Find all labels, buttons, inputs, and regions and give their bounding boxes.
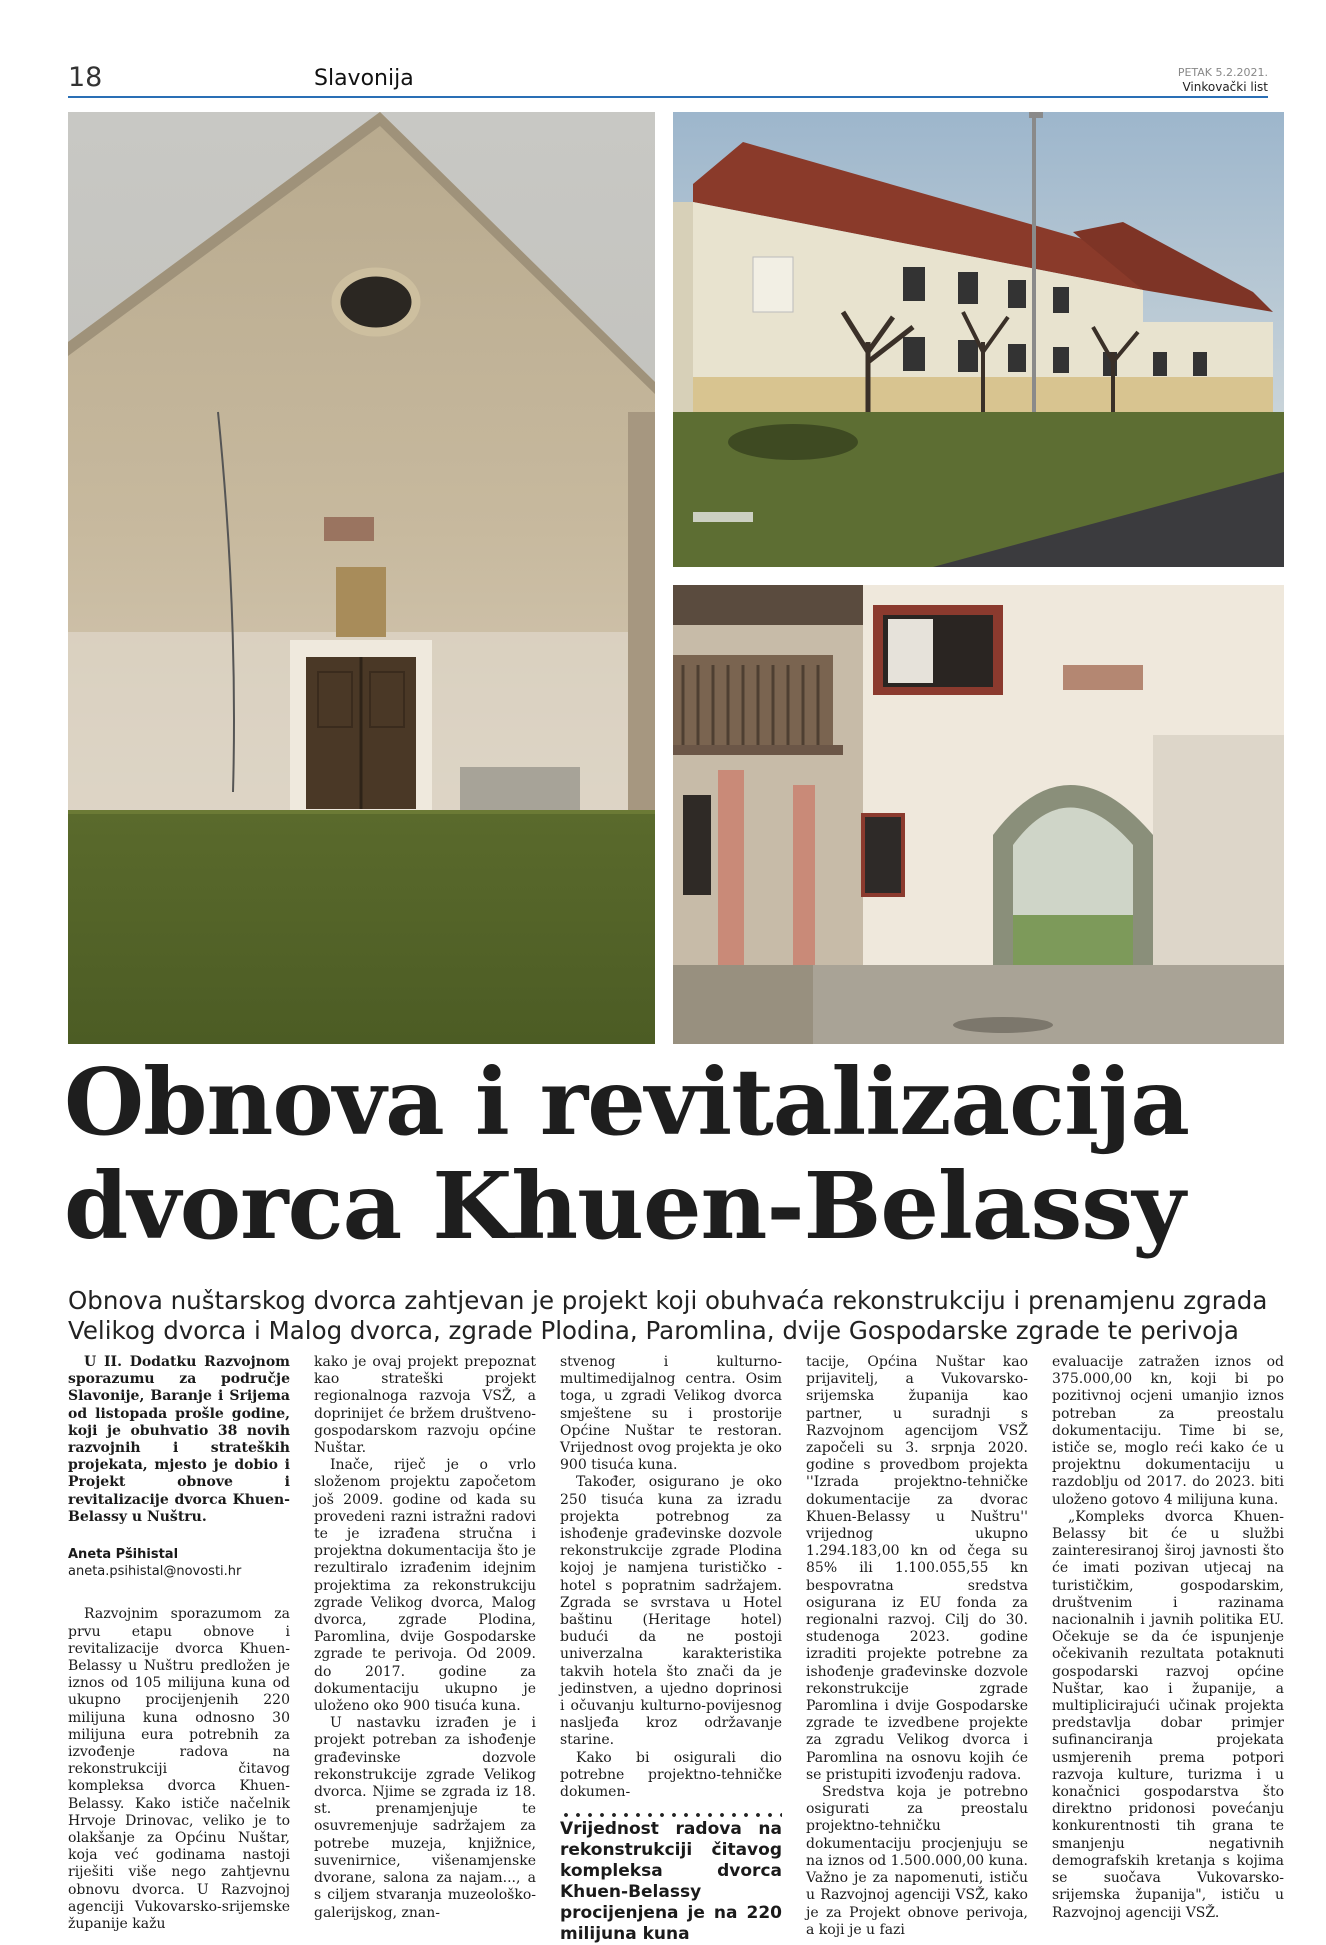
body-paragraph: „Kompleks dvorca Khuen-Belassy bit će u službi zainteresiranoj široj javnosti što će imati pozivan utjecaj na turističkim, gospodarskim, društvenim i razinama nacionalnih i javnih politika EU. Očekuje se da će ispunjenje očekivanih rezultata potaknuti gospodarski razvoj općine Nuštar, kao i županije, a multiplicirajući učinak projekta predstavlja dobar primjer sufinanciranja projekata usmjerenih prema potpori razvoja kulture, turizma i u konačnici gospodarstva što direktno pridonosi povećanju konkurentnosti tih grana te smanjenju negativnih demografskih kretanja s kojima se suočava Vukovarsko-srijemska županija", ističu u Razvojnoj agenciji VSŽ. [1052, 1508, 1284, 1921]
body-paragraph: evaluacije zatražen iznos od 375.000,00 kn, koji bi po pozitivnoj ocjeni umanjio iznos potreban za preostalu dokumentaciju. Time bi se, ističe se, moglo reći kako će u projektnu dokumentaciju u razdoblju od 2017. do 2023. biti uloženo gotovo 4 milijuna kuna. [1052, 1354, 1284, 1508]
lead-paragraph: U II. Dodatku Razvojnom sporazumu za područje Slavonije, Baranje i Srijema od listopada prošle godine, koji je obuhvatio 38 novih razvojnih i strateških projekata, mjesto je dobio i Projekt obnove i revitalizacije dvorca Khuen-Belassy u Nuštru. [68, 1354, 290, 1525]
author-name: Aneta Pšihistal [68, 1547, 179, 1563]
body-paragraph: U nastavku izrađen je i projekt potreban za ishođenje građevinske dozvole rekonstrukcije zgrade Velikog dvorca. Njime se zgrada iz 18. st. prenamjenjuje te osuvremenjuje sadržajem za potrebe muzeja, knjižnice, suvenirnice, višenamjenske dvorane, salona za najam..., a s ciljem stvaranja muzeološko-galerijskog, znan- [314, 1715, 536, 1921]
body-paragraph: tacije, Općina Nuštar kao prijavitelj, a Vukovarsko-srijemska županija kao partner, u suradnji s Razvojnom agencijom VSŽ započeli su 3. srpnja 2020. godine s provedbom projekta ''Izrada projektno-tehničke dokumentacije za dvorac Khuen-Belassy u Nuštru'' vrijednog ukupno 1.294.183,00 kn od čega su 85% ili 1.100.055,55 kn bespovratna sredstva osigurana iz EU fonda za regionalni razvoj. Cilj do 30. studenoga 2023. godine izraditi projekte potrebne za ishođenje građevinske dozvole rekonstrukcije zgrade Paromlina i dvije Gospodarske zgrade te izvedbene projekte za zgradu Velikog dvorca i Paromlina na osnovu kojih će se pristupiti izvođenju radova. [806, 1354, 1028, 1783]
column-2 [314, 1354, 536, 1922]
body-paragraph: Kako bi osigurali dio potrebne projektno-tehničke dokumen- [560, 1749, 782, 1801]
pullquote: Vrijednost radova na rekonstrukciji čitavog kompleksa dvorca Khuen-Belassy procijenjena je na 220 milijuna kuna [560, 1819, 782, 1945]
body-paragraph: Sredstva koja je potrebno osigurati za preostalu projektno-tehničku dokumentaciju procjenjuju se na iznos od 1.500.000,00 kuna. Važno je za napomenuti, ističu u Razvojnoj agenciji VSŽ, kako je za Projekt obnove perivoja, a koji je u fazi [806, 1784, 1028, 1938]
paper-name: Vinkovački list [1182, 80, 1268, 94]
subheadline: Obnova nuštarskog dvorca zahtjevan je projekt koji obuhvaća rekonstrukciju i prenamjenu zgrada Velikog dvorca i Malog dvorca, zgrade Plodina, Paromlina, dvije Gospodarske zgrade te perivoja [68, 1286, 1268, 1345]
body-paragraph: Također, osigurano je oko 250 tisuća kuna za izradu projekta potrebnog za ishođenje građevinske dozvole rekonstrukcije zgrade Plodina kojoj je namjena turističko - hotel s popratnim sadržajem. Zgrada se svrstava u Hotel baštinu (Heritage hotel) budući da ne postoji univerzalna karakteristika takvih hotela što znači da je jedinstven, a ujedno doprinosi i očuvanju kulturno-povijesnog nasljeđa kroz održavanje starine. [560, 1474, 782, 1749]
headline [64, 1050, 1294, 1258]
headline-line-2: dvorca Khuen-Belassy [64, 1152, 1185, 1260]
author-email: aneta.psihistal@novosti.hr [68, 1564, 242, 1580]
photo-manor-building [673, 112, 1284, 567]
section-title: Slavonija [314, 66, 414, 91]
column-4 [806, 1354, 1028, 1939]
issue-date: PETAK 5.2.2021. [1177, 66, 1268, 79]
photo-chapel-facade [68, 112, 655, 1044]
column-1 [68, 1354, 290, 1933]
column-5 [1052, 1354, 1284, 1922]
photo-courtyard-arch [673, 585, 1284, 1044]
headline-line-1: Obnova i revitalizacija [64, 1048, 1189, 1156]
body-paragraph: Razvojnim sporazumom za prvu etapu obnove i revitalizacije dvorca Khuen-Belassy u Nuštru predložen je iznos od 105 milijuna kuna od ukupno procijenjenih 220 milijuna kuna odnosno 30 milijuna eura potrebnih za izvođenje radova na rekonstrukciji čitavog kompleksa dvorca Khuen-Belassy. Kako ističe načelnik Hrvoje Drinovac, veliko je to olakšanje za Općinu Nuštar, koja već godinama nastoji riješiti više nego zahtjevnu obnovu dvorca. U Razvojnoj agenciji Vukovarsko-srijemske županije kažu [68, 1606, 290, 1933]
column-3 [560, 1354, 782, 1945]
body-paragraph: stvenog i kulturno-multimedijalnog centra. Osim toga, u zgradi Velikog dvorca smještene su i prostorije Općine Nuštar te restoran. Vrijednost ovog projekta je oko 900 tisuća kuna. [560, 1354, 782, 1474]
pullquote-dots [560, 1811, 782, 1819]
body-paragraph: Inače, riječ je o vrlo složenom projektu započetom još 2009. godine od kada su provedeni razni istražni radovi te je izrađena stručna i projektna dokumentacija što je rezultiralo izrađenim idejnim projektima za rekonstrukciju zgrade Velikog dvorca, Malog dvorca, zgrade Plodina, Paromlina, dvije Gospodarske zgrade te perivoja. Od 2009. do 2017. godine za dokumentaciju ukupno je uloženo oko 900 tisuća kuna. [314, 1457, 536, 1715]
header-rule [68, 96, 1268, 98]
body-paragraph: kako je ovaj projekt prepoznat kao strateški projekt regionalnoga razvoja VSŽ, a doprinijet će bržem društveno-gospodarskom razvoju općine Nuštar. [314, 1354, 536, 1457]
page-number: 18 [68, 62, 103, 93]
